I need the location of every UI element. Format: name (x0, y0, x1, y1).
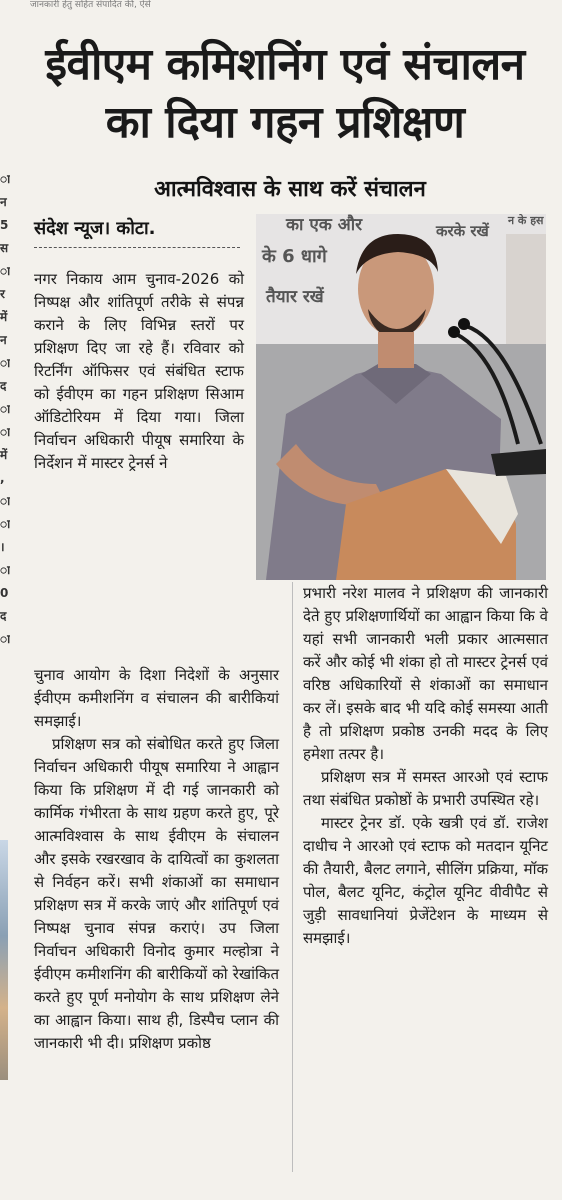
gutter-fragment: ा (0, 356, 10, 370)
gutter-fragment: ा (0, 494, 10, 508)
gutter-fragment: न (0, 333, 7, 347)
paragraph-master-trainers: मास्टर ट्रेनर डॉ. एके खत्री एवं डॉ. राजेश दाधीच ने आरओ एवं स्टाफ को मतदान यूनिट की तैयारी, बैलट लगाने, सीलिंग प्रक्रिया, मॉक पोल, बैलट यूनिट, कंट्रोल यूनिट वीवीपैट से जुड़ी सावधानियां प्रेजेंटेशन के माध्यम से समझाई। (303, 814, 548, 947)
paragraph-guidelines: चुनाव आयोग के दिशा निदेशों के अनुसार ईवीएम कमीशनिंग व संचालन की बारीकियां समझाई। (34, 666, 279, 730)
gutter-fragment: ा (0, 563, 10, 577)
photo-banner-text-4: तैयार रखें (266, 287, 324, 307)
gutter-fragment: स (0, 241, 9, 255)
article-byline: संदेश न्यूज। कोटा. (34, 218, 156, 239)
headline-line-1: ईवीएम कमिशनिंग एवं संचालन (45, 39, 525, 90)
article-subheadline: आत्मविश्वास के साथ करें संचालन (154, 177, 426, 202)
gutter-fragment: में (0, 310, 8, 324)
gutter-fragment: , (0, 471, 5, 485)
gutter-fragment: 5 (0, 218, 9, 232)
paragraph-attendance: प्रशिक्षण सत्र में समस्त आरओ एवं स्टाफ तथा संबंधित प्रकोष्ठों के प्रभारी उपस्थित रहे। (303, 768, 548, 809)
article-column-1-bottom (34, 664, 279, 1055)
gutter-fragment: ा (0, 632, 10, 646)
paragraph-intro: नगर निकाय आम चुनाव-2026 को निष्पक्ष और शांतिपूर्ण तरीके से संपन्न कराने के लिए विभिन्न स्तरों पर प्रशिक्षण दिए जा रहे हैं। रविवार को रिटर्निंग ऑफिसर एवं संबंधित स्टाफ को ईवीएम का गहन प्रशिक्षण सिआम ऑडिटोरियम में दिया गया। जिला निर्वाचन अधिकारी पीयूष समारिया के निर्देशन में मास्टर ट्रेनर्स ने (34, 270, 244, 472)
gutter-fragment: न (0, 195, 7, 209)
article-photo-speaker (256, 214, 546, 580)
byline-divider (34, 247, 240, 248)
photo-banner-text-2: करके रखें (436, 222, 489, 240)
gutter-fragment: 0 (0, 586, 9, 600)
gutter-fragment: ा (0, 172, 10, 186)
gutter-fragment: में (0, 448, 8, 462)
paragraph-address: प्रशिक्षण सत्र को संबोधित करते हुए जिला निर्वाचन अधिकारी पीयूष समारिया ने आह्वान किया कि प्रशिक्षण में दी गई जानकारी को कार्मिक गंभीरता के साथ ग्रहण करते हुए, पूरे आत्मविश्वास के साथ ईवीएम के संचालन और इसके रखरखाव के दायित्वों का कुशलता से निर्वहन करें। सभी शंकाओं का समाधान प्रशिक्षण सत्र में करके जाएं और शांतिपूर्ण एवं निष्पक्ष चुनाव संपन्न कराएं। उप जिला निर्वाचन अधिकारी विनोद कुमार मल्होत्रा ने ईवीएम कमीशनिंग की बारीकियों को रेखांकित करते हुए पूर्ण मनोयोग के साथ प्रशिक्षण लेने का आह्वान किया। साथ ही, डिस्पैच प्लान की जानकारी भी दी। प्रशिक्षण प्रकोष्ठ (34, 735, 279, 1052)
gutter-fragment: द (0, 379, 7, 393)
photo-banner-text-1: का एक और (286, 215, 363, 235)
article-column-2 (303, 582, 548, 950)
gutter-fragment: र (0, 287, 5, 301)
cropped-previous-article-text: जानकारी हेतु सहित संपादित की, ऐसे (30, 0, 151, 10)
gutter-fragment: ा (0, 402, 10, 416)
article-column-1-top (34, 268, 244, 475)
left-gutter-cropped-column (0, 160, 10, 1200)
headline-line-2: का दिया गहन प्रशिक्षण (105, 97, 465, 148)
gutter-fragment: । (0, 540, 5, 554)
gutter-fragment: ा (0, 264, 10, 278)
photo-banner-text-5: न के हस (508, 214, 544, 227)
gutter-fragment: ा (0, 425, 10, 439)
column-divider (292, 582, 293, 1172)
cropped-adjacent-photo (0, 840, 8, 1080)
photo-banner-text-3: के 6 धागे (262, 246, 327, 267)
gutter-fragment: द (0, 609, 7, 623)
paragraph-training-cell: प्रभारी नरेश मालव ने प्रशिक्षण की जानकारी देते हुए प्रशिक्षणार्थियों का आह्वान किया कि वे यहां सभी जानकारी भली प्रकार आत्मसात करें और कोई भी शंका हो तो मास्टर ट्रेनर्स एवं वरिष्ठ अधिकारियों से शंकाओं का समाधान कर लें। इसके बाद भी यदि कोई समस्या आती है तो प्रशिक्षण प्रकोष्ठ उनकी मदद के लिए हमेशा तत्पर है। (303, 584, 548, 763)
article-headline (20, 36, 550, 152)
gutter-fragment: ा (0, 517, 10, 531)
